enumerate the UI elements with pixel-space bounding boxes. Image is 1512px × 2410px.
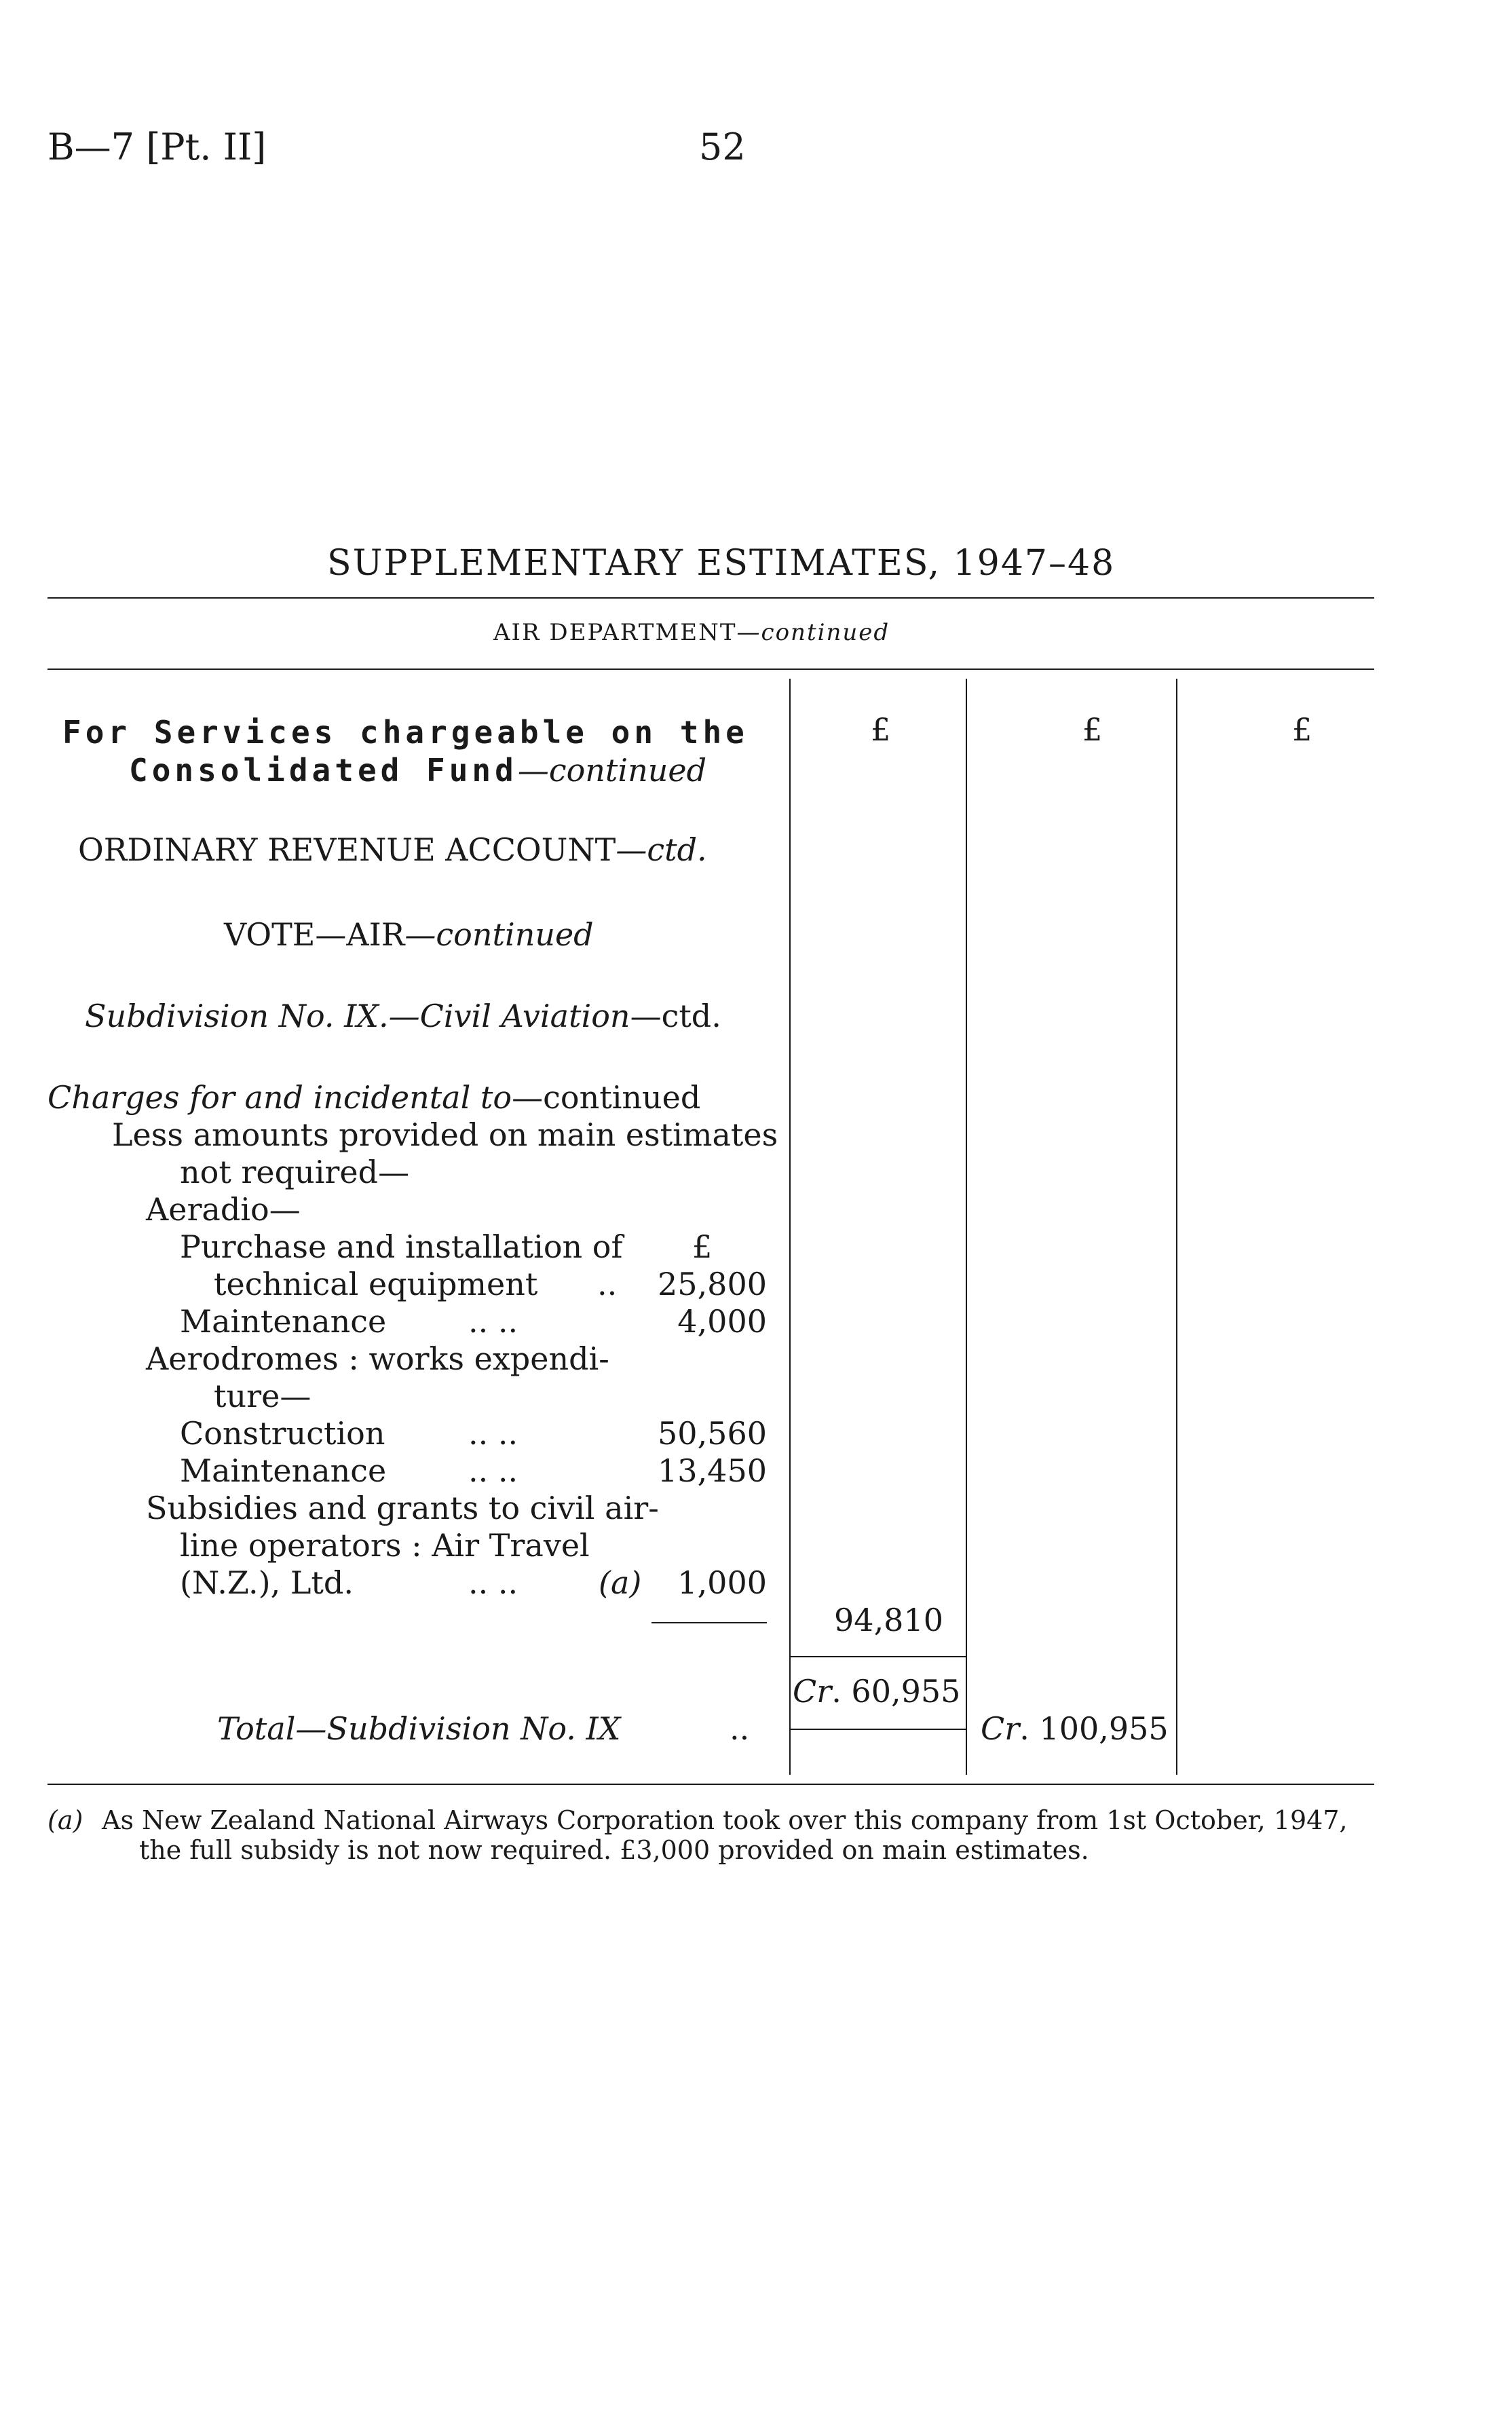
column1-credit: Cr. 60,955 [793,1673,961,1710]
maintenance-2-value: 13,450 [658,1452,767,1489]
charges-intro [48,1079,700,1116]
subtitle-main: AIR DEPARTMENT [493,619,737,646]
section-heading-bold: Consolidated Fund [129,752,518,789]
column-divider-3 [1176,679,1177,1775]
footnote-line1: As New Zealand National Airways Corporation took over this company from 1st October, 1947, [102,1805,1348,1835]
subdivision-name: Subdivision No. IX.—Civil Aviation [85,998,630,1034]
purchase-line1: Purchase and installation of [180,1228,623,1265]
subsidies-value: 1,000 [677,1564,767,1601]
page-number: 52 [699,126,746,168]
section-heading-suffix: —continued [517,752,707,789]
subtitle-suffix: —continued [736,619,890,646]
footnote-marker: (a) [48,1805,83,1835]
footnote-line2: the full subsidy is not now required. £3,000 provided on main estimates. [139,1835,1089,1865]
column1-sum-rule [791,1656,966,1657]
subtotal-rule [651,1622,767,1623]
page-title: SUPPLEMENTARY ESTIMATES, 1947–48 [327,543,1116,584]
maintenance-1-value: 4,000 [677,1303,767,1340]
construction-label: Construction [180,1415,385,1452]
construction-value: 50,560 [658,1415,767,1452]
vote-name: VOTE—AIR [224,916,405,953]
column1-credit-rule [791,1729,966,1730]
account-suffix: —ctd. [616,831,707,868]
subsidies-line1: Subsidies and grants to civil air- [146,1490,659,1526]
title-rule [48,597,1374,599]
account-name: ORDINARY REVENUE ACCOUNT [78,831,616,868]
column-divider-2 [966,679,967,1775]
less-amounts-line2: not required— [180,1154,410,1190]
aeradio-heading: Aeradio— [146,1191,301,1228]
purchase-dots: .. [597,1266,618,1302]
subsidies-line2: line operators : Air Travel [180,1527,590,1564]
column1-sum: 94,810 [834,1602,943,1638]
maintenance-2-dots: .. .. [468,1452,518,1489]
section-heading-line1: For Services chargeable on the [62,714,749,751]
currency-header-2: £ [1082,711,1103,748]
table-top-rule [48,669,1374,670]
subdivision-suffix: —ctd. [630,998,721,1034]
less-amounts-line1: Less amounts provided on main estimates [112,1116,778,1153]
purchase-pound-sign: £ [692,1228,713,1265]
total-dots: .. [730,1710,750,1747]
maintenance-2-label: Maintenance [180,1452,387,1489]
table-bottom-rule [48,1784,1374,1785]
document-reference: B—7 [Pt. II] [48,126,267,168]
purchase-line2: technical equipment [214,1266,538,1302]
subsidies-line3: (N.Z.), Ltd. [180,1564,354,1601]
construction-dots: .. .. [468,1415,518,1452]
section-heading-line2 [129,752,706,789]
charges-intro-italic: Charges for and incidental to [48,1079,512,1116]
maintenance-1-label: Maintenance [180,1303,387,1340]
vote-heading [224,916,594,954]
column-divider-1 [789,679,791,1775]
total-label: Total—Subdivision No. IX [217,1710,621,1747]
aerodromes-line2: ture— [214,1378,311,1414]
subsidies-footnote-ref: (a) [599,1564,642,1601]
charges-intro-suffix: —continued [512,1079,701,1116]
maintenance-1-dots: .. .. [468,1303,518,1340]
currency-header-3: £ [1292,711,1312,748]
section-subtitle [493,619,890,646]
account-heading [78,831,707,869]
column2-credit: Cr. 100,955 [981,1710,1169,1747]
purchase-value: 25,800 [658,1266,767,1302]
currency-header-1: £ [871,711,891,748]
vote-suffix: —continued [404,916,594,953]
aerodromes-line1: Aerodromes : works expendi- [146,1340,609,1377]
subsidies-dots: .. .. [468,1564,518,1601]
subdivision-heading [85,998,721,1035]
